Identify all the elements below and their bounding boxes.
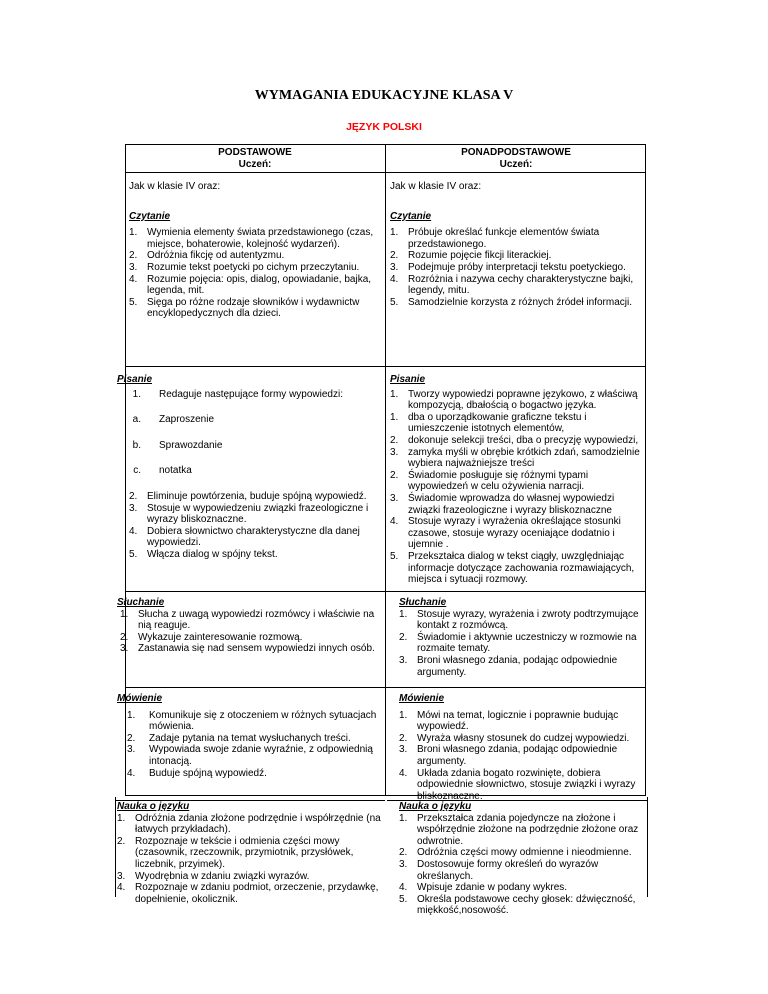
list-item: 5. Przekształca dialog w tekst ciągły, uwzględniając informacje dotyczące zachowania rozmawiających, miejsca i sytuacji rozmowy.	[390, 550, 635, 586]
list-item: 1. Wymienia elementy świata przedstawionego (czas, miejsce, bohaterowie, kolejność wydarzeń).	[129, 227, 374, 250]
list-item: 4. Rozumie pojęcia: opis, dialog, opowiadanie, bajka, legenda, mit.	[129, 273, 372, 297]
list-item: 3. Świadomie wprowadza do własnej wypowiedzi związki frazeologiczne i wyrazy bliskoznaczne	[390, 492, 615, 516]
list-item: 3. Podejmuje próby interpretacji tekstu poetyckiego.	[390, 261, 626, 273]
table-column-divider	[385, 144, 386, 796]
list-item: 3. Stosuje w wypowiedzeniu związki frazeologiczne i wyrazy bliskoznaczne.	[129, 502, 369, 526]
list-item: 2. Zadaje pytania na temat wysłuchanych treści.	[127, 732, 351, 744]
header-left-title: PODSTAWOWE	[218, 147, 292, 158]
list-item: 1. Przekształca zdania pojedyncze na złożone i współrzędnie złożone na podrzędnie złożone oraz odwrotnie.	[399, 812, 639, 847]
sluchanie-right-cell	[399, 597, 642, 678]
mowienie-right-heading: Mówienie	[399, 693, 445, 704]
list-item: 1. Stosuje wyrazy, wyrażenia i zwroty podtrzymujące kontakt z rozmówcą.	[399, 608, 639, 632]
list-item: 2. Rozumie pojęcie fikcji literackiej.	[390, 250, 552, 262]
nauka-left-heading: Nauka o języku	[117, 801, 190, 812]
list-item: 5. Sięga po różne rodzaje słowników i wydawnictw encyklopedycznych dla dzieci.	[129, 296, 360, 320]
nauka-right-heading: Nauka o języku	[399, 801, 472, 812]
list-item: 2. Wykazuje zainteresowanie rozmową.	[120, 631, 303, 643]
header-left-subtitle: Uczeń:	[238, 159, 272, 170]
header-right-subtitle: Uczeń:	[499, 159, 533, 170]
list-item: 1. Słucha z uwagą wypowiedzi rozmówcy i właściwie na nią reaguje.	[120, 608, 375, 632]
list-item: 1. Komunikuje się z otoczeniem w różnych sytuacjach mówienia.	[127, 709, 377, 733]
list-item: 4. Układa zdania bogato rozwinięte, dobiera odpowiednie słownictwo, stosuje związki i wyrazy bliskoznaczne.	[399, 767, 636, 802]
czytanie-left-heading: Czytanie	[129, 210, 171, 222]
sluchanie-left-heading: Słuchanie	[117, 597, 165, 608]
czytanie-right-heading: Czytanie	[390, 210, 432, 222]
list-item: 4. Rozpoznaje w zdaniu podmiot, orzeczenie, przydawkę, dopełnienie, okolicznik.	[117, 882, 379, 905]
row-divider	[125, 591, 646, 592]
list-item: 1. Redaguje następujące formy wypowiedzi:	[132, 388, 343, 400]
czytanie-right-cell	[390, 181, 642, 308]
list-item: 3. Zastanawia się nad sensem wypowiedzi innych osób.	[120, 643, 375, 655]
list-item: 2. dokonuje selekcji treści, dba o precyzję wypowiedzi,	[390, 434, 639, 446]
list-item: 2. Rozpoznaje w tekście i odmienia części mowy (czasownik, rzeczownik, przymiotnik, przysłówek, liczebnik, przyimek).	[117, 835, 354, 870]
intro-right: Jak w klasie IV oraz:	[390, 181, 482, 192]
list-item: 5. Samodzielnie korzysta z różnych źródeł informacji.	[390, 296, 632, 308]
list-item: b. Sprawozdanie	[132, 439, 223, 451]
list-item: 4. Buduje spójną wypowiedź.	[127, 767, 267, 779]
pisanie-right-heading: Pisanie	[390, 374, 426, 385]
table-header-divider	[125, 172, 646, 173]
intro-left: Jak w klasie IV oraz:	[129, 181, 221, 192]
pisanie-right-cell	[390, 374, 642, 586]
row-divider	[125, 687, 646, 688]
list-item: 2. Wyraża własny stosunek do cudzej wypowiedzi.	[399, 732, 630, 744]
list-item: a. Zaproszenie	[132, 414, 215, 426]
list-item: 2. Odróżnia części mowy odmienne i nieodmienne.	[399, 847, 632, 859]
header-right-title: PONADPODSTAWOWE	[461, 147, 571, 158]
mowienie-left-heading: Mówienie	[117, 693, 163, 704]
list-item: 1. Odróżnia zdania złożone podrzędnie i współrzędnie (na łatwych przykładach).	[117, 812, 381, 836]
sluchanie-right-heading: Słuchanie	[399, 597, 447, 608]
list-item: 4. Stosuje wyrazy i wyrażenia określające stosunki czasowe, stosuje wyrazy oceniające dodatnio i ujemnie .	[390, 516, 621, 551]
list-item: 3. Dostosowuje formy określeń do wyrazów określanych.	[399, 858, 599, 882]
list-item: 2. Odróżnia fikcję od autentyzmu.	[129, 250, 285, 262]
mowienie-left-cell	[117, 693, 381, 779]
pisanie-left-cell	[117, 374, 381, 561]
list-item: 3. Rozumie tekst poetycki po cichym przeczytaniu.	[129, 261, 360, 273]
list-item: 2. Świadomie posługuje się różnymi typami wypowiedzeń w celu ożywienia narracji.	[390, 469, 589, 493]
list-item: 1. dba o uporządkowanie graficzne tekstu i umieszczenie istotnych elementów,	[390, 411, 587, 435]
list-item: 1. Próbuje określać funkcje elementów świata przedstawionego.	[390, 227, 600, 250]
list-item: 3. Broni własnego zdania, podając odpowiednie argumenty.	[399, 654, 618, 678]
list-item: 1. Tworzy wypowiedzi poprawne językowo, z właściwą kompozycją, dbałością o bogactwo języka.	[390, 388, 638, 412]
sluchanie-left-cell	[117, 597, 381, 655]
pisanie-left-heading: Pisanie	[117, 374, 153, 385]
list-item: 4. Rozróżnia i nazywa cechy charakterystyczne bajki, legendy, mitu.	[390, 273, 634, 297]
list-item: 4. Dobiera słownictwo charakterystyczne dla danej wypowiedzi.	[129, 525, 360, 549]
list-item: 2. Świadomie i aktywnie uczestniczy w rozmowie na rozmaite tematy.	[399, 631, 637, 655]
list-item: 3. zamyka myśli w obrębie krótkich zdań, samodzielnie wybiera najważniejsze treści	[390, 446, 640, 470]
list-item: 3. Broni własnego zdania, podając odpowiednie argumenty.	[399, 744, 618, 767]
nauka-left-cell	[117, 801, 383, 905]
header-right	[386, 147, 646, 171]
czytanie-left-cell	[129, 181, 381, 320]
nauka-right-cell	[399, 801, 644, 917]
list-item: 5. Określa podstawowe cechy głosek: dźwięczność, miękkość,nosowość.	[399, 893, 636, 917]
page-title: WYMAGANIA EDUKACYJNE KLASA V	[254, 88, 514, 103]
list-item: 3. Wyodrębnia w zdaniu związki wyrazów.	[117, 870, 310, 882]
row-divider	[125, 366, 646, 367]
list-item: 1. Mówi na temat, logicznie i poprawnie budując wypowiedź.	[399, 709, 619, 733]
mowienie-right-cell	[399, 693, 642, 802]
list-item: 3. Wypowiada swoje zdanie wyraźnie, z odpowiednią intonacją.	[127, 744, 373, 767]
list-item: 5. Włącza dialog w spójny tekst.	[129, 548, 278, 560]
list-item: c. notatka	[133, 465, 192, 477]
list-item: 4. Wpisuje zdanie w podany wykres.	[399, 882, 568, 894]
subject-title: JĘZYK POLSKI	[346, 121, 422, 133]
list-item: 2. Eliminuje powtórzenia, buduje spójną wypowiedź.	[129, 490, 367, 502]
header-left	[125, 147, 385, 171]
